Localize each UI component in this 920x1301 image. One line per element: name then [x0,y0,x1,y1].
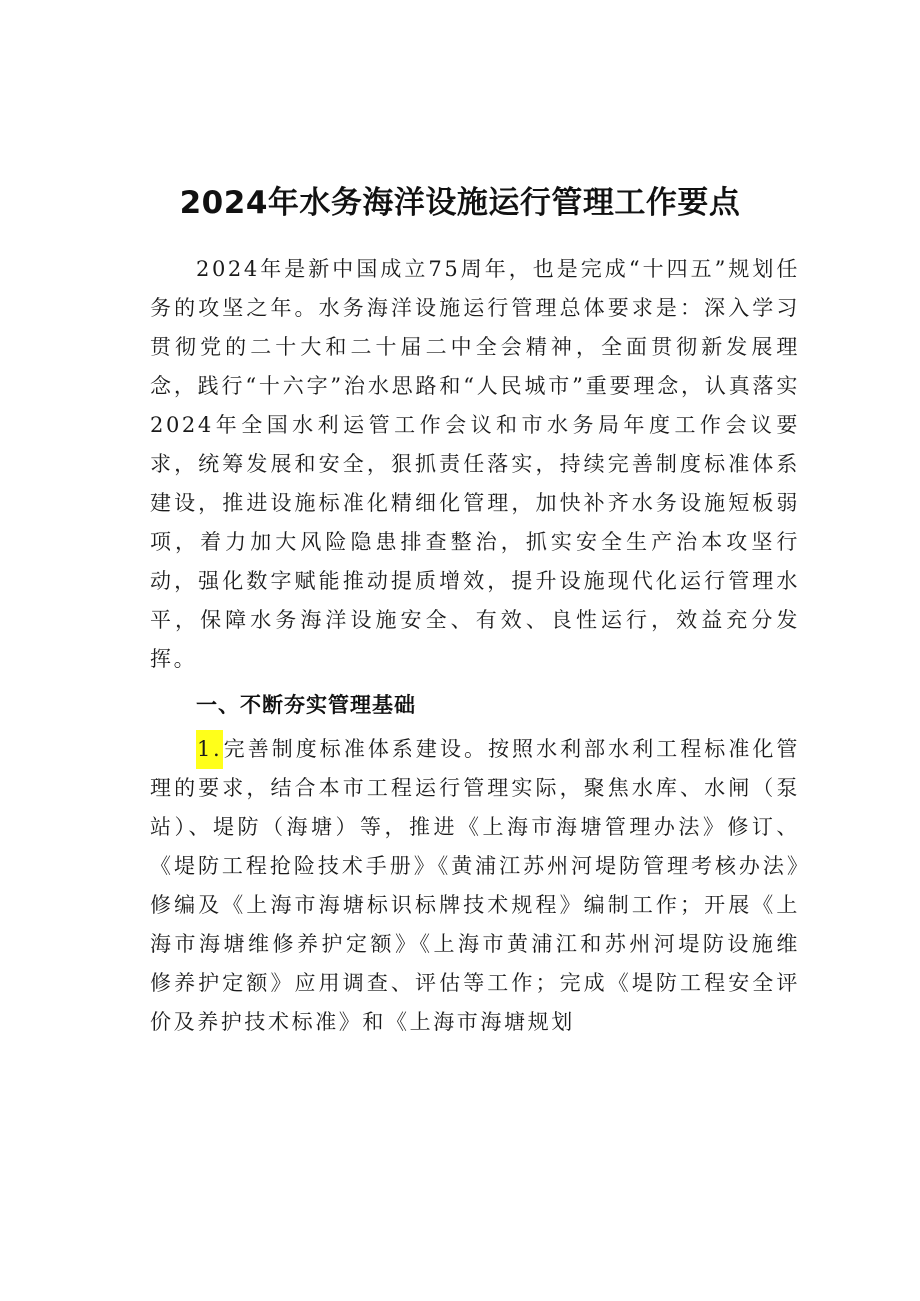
item-paragraph [150,730,800,1042]
document-title: 2024年水务海洋设施运行管理工作要点 [179,184,741,221]
section-heading: 一、不断夯实管理基础 [196,693,416,717]
intro-paragraph: 2024年是新中国成立75周年，也是完成“十四五”规划任务的攻坚之年。水务海洋设施运行管理总体要求是：深入学习贯彻党的二十大和二十届二中全会精神，全面贯彻新发展理念，践行“十六字”治水思路和“人民城市”重要理念，认真落实2024年全国水利运管工作会议和市水务局年度工作会议要求，统筹发展和安全，狠抓责任落实，持续完善制度标准体系建设，推进设施标准化精细化管理，加快补齐水务设施短板弱项，着力加大风险隐患排查整治，抓实安全生产治本攻坚行动，强化数字赋能推动提质增效，提升设施现代化运行管理水平，保障水务海洋设施安全、有效、良性运行，效益充分发挥。 [150,257,800,671]
item-text: 完善制度标准体系建设。按照水利部水利工程标准化管理的要求，结合本市工程运行管理实际，聚焦水库、水闸（泵站）、堤防（海塘）等，推进《上海市海塘管理办法》修订、《堤防工程抢险技术手册》《黄浦江苏州河堤防管理考核办法》修编及《上海市海塘标识标牌技术规程》编制工作；开展《上海市海塘维修养护定额》《上海市黄浦江和苏州河堤防设施维修养护定额》应用调查、评估等工作；完成《堤防工程安全评价及养护技术标准》和《上海市海塘规划 [150,737,800,1034]
highlighted-item-number: 1. [196,730,223,769]
